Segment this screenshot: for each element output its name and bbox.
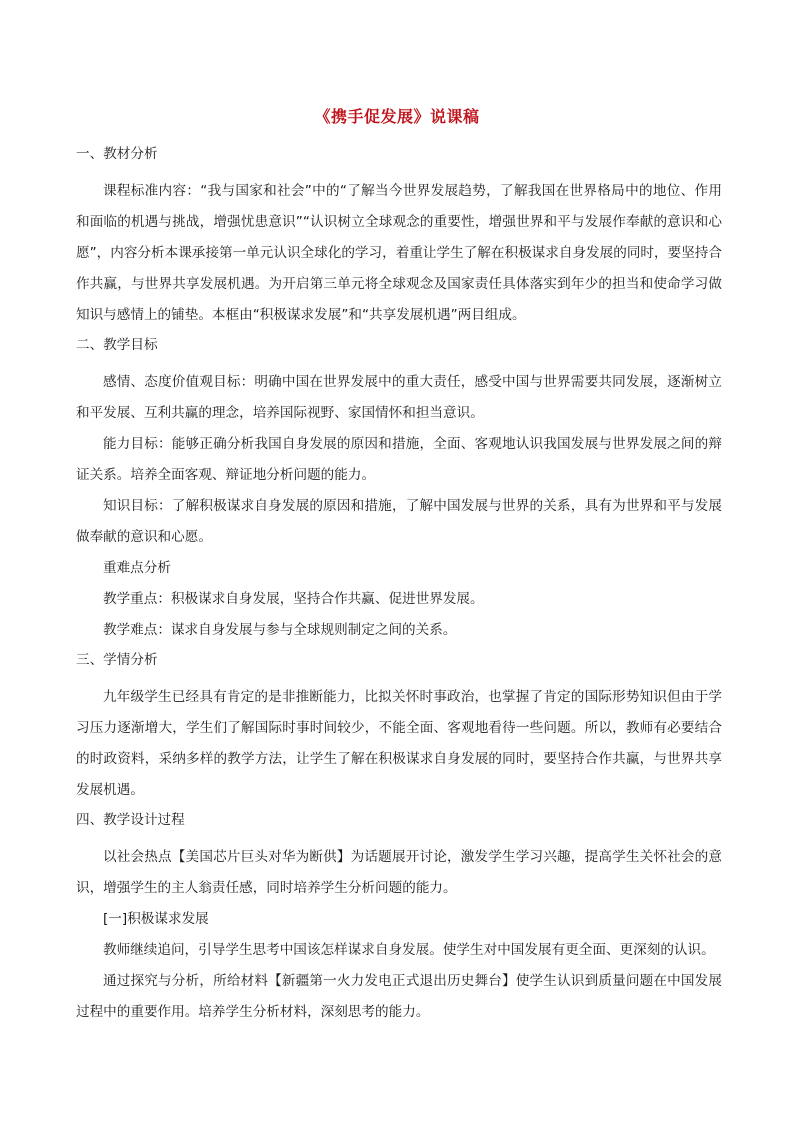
section-heading-textbook-analysis: 一、教材分析	[76, 146, 158, 162]
paragraph-teacher-follow-up: 教师继续追问，引导学生思考中国该怎样谋求自身发展。使学生对中国发展有更全面、更深刻的认识。	[103, 942, 715, 958]
section-heading-student-analysis: 三、学情分析	[76, 652, 158, 668]
paragraph-knowledge-goal: 知识目标：了解积极谋求自身发展的原因和措施，了解中国发展与世界的关系，具有为世界和平与发展做奉献的意识和心愿。	[76, 498, 722, 545]
paragraph-hot-topic-intro: 以社会热点【美国芯片巨头对华为断供】为话题展开讨论，激发学生学习兴趣，提高学生关怀社会的意识，增强学生的主人翁责任感，同时培养学生分析问题的能力。	[76, 849, 722, 896]
paragraph-material-analysis: 通过探究与分析，所给材料【新疆第一火力发电正式退出历史舞台】使学生认识到质量问题在中国发展过程中的重要作用。培养学生分析材料，深刻思考的能力。	[76, 973, 722, 1020]
paragraph-curriculum-standard: 课程标准内容：“我与国家和社会”中的“了解当今世界发展趋势，了解我国在世界格局中的地位、作用和面临的机遇与挑战，增强忧患意识”“认识树立全球观念的重要性，增强世界和平与发展作奉献的意识和心愿”，内容分析本课承接第一单元认识全球化的学习，着重让学生了解在积极谋求自身发展的同时，要坚持合作共赢，与世界共享发展机遇。为开启第三单元将全球观念及国家责任具体落实到年少的担当和使命学习做知识与感情上的铺垫。本框由“积极谋求发展”和“共享发展机遇”两目组成。	[76, 183, 722, 323]
subheading-seek-development: [一]积极谋求发展	[103, 911, 209, 927]
section-heading-teaching-design: 四、教学设计过程	[76, 812, 185, 828]
document-body	[76, 146, 722, 1028]
paragraph-student-analysis: 九年级学生已经具有肯定的是非推断能力，比拟关怀时事政治，也掌握了肯定的国际形势知识但由于学习压力逐渐增大，学生们了解国际时事时间较少，不能全面、客观地看待一些问题。所以，教师有必要结合的时政资料，采纳多样的教学方法，让学生了解在积极谋求自身发展的同时，要坚持合作共赢，与世界共享发展机遇。	[76, 689, 722, 798]
paragraph-teaching-difficulty: 教学难点：谋求自身发展与参与全球规则制定之间的关系。	[103, 622, 457, 638]
paragraph-ability-goal: 能力目标：能够正确分析我国自身发展的原因和措施，全面、客观地认识我国发展与世界发展之间的辩证关系。培养全面客观、辩证地分析问题的能力。	[76, 436, 722, 483]
paragraph-emotion-goal: 感情、态度价值观目标：明确中国在世界发展中的重大责任，感受中国与世界需要共同发展，逐渐树立和平发展、互利共赢的理念，培养国际视野、家国情怀和担当意识。	[76, 374, 722, 421]
document-title: 《携手促发展》说课稿	[314, 107, 480, 126]
section-heading-teaching-goals: 二、教学目标	[76, 337, 158, 353]
subheading-key-difficulties: 重难点分析	[103, 560, 171, 576]
paragraph-teaching-key-point: 教学重点：积极谋求自身发展，坚持合作共赢、促进世界发展。	[103, 591, 484, 607]
